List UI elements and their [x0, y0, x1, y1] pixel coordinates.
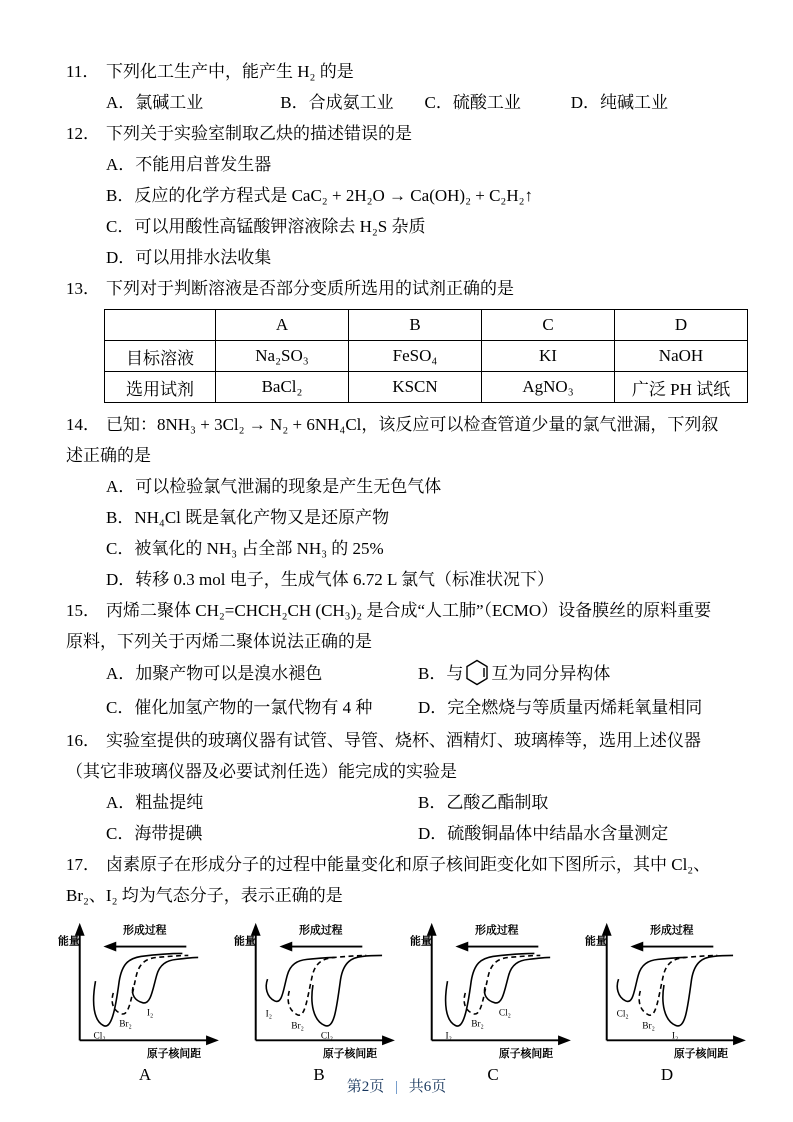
option-d: D．可以用排水法收集: [106, 248, 272, 267]
question-15: [66, 595, 757, 725]
page-footer: [0, 1075, 793, 1096]
curve-label-3: Cl₂: [320, 1031, 333, 1042]
y-axis-label: 能量: [409, 935, 432, 948]
cell: BaCl₂: [216, 372, 349, 403]
cell: AgNO₃: [482, 372, 615, 403]
question-11: [66, 56, 757, 118]
question-text: 下列对于判断溶液是否部分变质所选用的试剂正确的是: [106, 279, 514, 298]
y-axis-arrow-icon: [602, 923, 612, 936]
process-arrow-icon: [279, 942, 292, 952]
option-a: A．粗盐提纯: [106, 793, 204, 812]
question-17-stem-cont: Br₂、I₂ 均为气态分子，表示正确的是: [66, 886, 343, 905]
cell: Na₂SO₃: [216, 341, 349, 372]
curve-label-3: I₂: [146, 1008, 154, 1019]
process-arrow-icon: [103, 942, 116, 952]
table-row: [105, 341, 748, 372]
graph-letter-d: D: [660, 1065, 674, 1084]
question-text: 卤素原子在形成分子的过程中能量变化和原子核间距变化如下图所示，其中 Cl₂、: [106, 855, 711, 874]
cell: 广泛 PH 试纸: [615, 372, 748, 403]
y-axis-label: 能量: [233, 935, 256, 948]
curve-label-2: Br₂: [119, 1019, 132, 1030]
cell: KSCN: [349, 372, 482, 403]
question-15-stem-cont: 原料，下列关于丙烯二聚体说法正确的是: [66, 632, 372, 651]
footer-total-pages: 共6页: [408, 1079, 447, 1095]
option-d: D．转移 0.3 mol 电子，生成气体 6.72 L 氯气（标准状况下）: [106, 570, 554, 589]
question-number: 15．: [66, 601, 100, 620]
y-axis-label: 能量: [585, 935, 607, 948]
question-16-options-row2: [66, 818, 757, 849]
energy-distance-graph-a: [58, 915, 230, 1062]
curve-label-3: I₂: [672, 1031, 679, 1042]
row-label: 目标溶液: [105, 341, 216, 372]
question-number: 14．: [66, 415, 100, 434]
energy-distance-graphs: [58, 915, 757, 1062]
option-d: D．硫酸铜晶体中结晶水含量测定: [418, 824, 669, 843]
y-axis-label: 能量: [58, 935, 80, 948]
option-a: A．不能用启普发生器: [106, 155, 272, 174]
question-17-stem: [66, 849, 757, 880]
header-cell: C: [482, 310, 615, 341]
process-label: 形成过程: [474, 924, 519, 937]
curve-label-2: Br₂: [291, 1021, 304, 1032]
y-axis-arrow-icon: [251, 923, 261, 936]
question-text: 已知：8NH₃ + 3Cl₂ → N₂ + 6NH₄Cl，该反应可以检查管道少量的氯气泄漏，下列叙: [106, 415, 719, 434]
x-axis-label: 原子核间距: [146, 1048, 202, 1061]
question-12-stem: [66, 118, 757, 149]
header-cell: B: [349, 310, 482, 341]
x-axis-label: 原子核间距: [498, 1048, 553, 1061]
header-cell: [105, 310, 216, 341]
option-c: C．硫酸工业: [424, 93, 521, 112]
header-cell: D: [615, 310, 748, 341]
question-text: 丙烯二聚体 CH₂=CHCH₂CH (CH₃)₂ 是合成“人工肺”（ECMO）设备膜丝的原料重要: [106, 601, 712, 620]
question-16-stem: [66, 725, 757, 756]
x-axis-label: 原子核间距: [674, 1048, 729, 1061]
question-number: 12．: [66, 124, 100, 143]
process-label: 形成过程: [650, 924, 694, 937]
curve-label-3: Cl₂: [498, 1008, 511, 1019]
table-row: [105, 372, 748, 403]
curve-label-1: I₂: [265, 1009, 272, 1020]
option-c: C．催化加氢产物的一氯代物有 4 种: [106, 698, 373, 717]
energy-distance-graph-c: [410, 915, 582, 1062]
header-cell: A: [216, 310, 349, 341]
curve-label-1: Cl₂: [93, 1031, 106, 1042]
cell: KI: [482, 341, 615, 372]
curve-label-1: Cl₂: [616, 1009, 629, 1020]
x-axis-label: 原子核间距: [322, 1048, 377, 1061]
question-text: 下列关于实验室制取乙炔的描述错误的是: [106, 124, 412, 143]
graph-letter-c: C: [487, 1065, 499, 1084]
option-a: A．可以检验氯气泄漏的现象是产生无色气体: [106, 477, 442, 496]
question-11-stem: [66, 56, 757, 87]
question-15-stem: [66, 595, 757, 626]
question-13-stem: [66, 273, 757, 304]
footer-page-number: 第2页: [346, 1079, 385, 1095]
process-arrow-icon: [455, 942, 468, 952]
reagent-table: [104, 309, 748, 403]
cell: FeSO₄: [349, 341, 482, 372]
x-axis-arrow-icon: [733, 1035, 746, 1045]
question-13: [66, 273, 757, 403]
x-axis-arrow-icon: [206, 1035, 219, 1045]
row-label: 选用试剂: [105, 372, 216, 403]
curve-label-2: Br₂: [470, 1019, 484, 1030]
question-number: 17．: [66, 855, 100, 874]
option-c: C．被氧化的 NH₃ 占全部 NH₃ 的 25%: [106, 539, 384, 558]
question-16-stem-cont: （其它非玻璃仪器及必要试剂任选）能完成的实验是: [66, 762, 457, 781]
question-14: [66, 409, 757, 595]
question-text: 下列化工生产中，能产生 H₂ 的是: [106, 62, 354, 81]
x-axis-arrow-icon: [558, 1035, 571, 1045]
option-b: B．反应的化学方程式是 CaC₂ + 2H₂O → Ca(OH)₂ + C₂H₂↑: [106, 186, 534, 205]
option-c: C．可以用酸性高锰酸钾溶液除去 H₂S 杂质: [106, 217, 426, 236]
graph-letter-b: B: [313, 1065, 325, 1084]
footer-separator: |: [394, 1079, 398, 1095]
table-header-row: [105, 310, 748, 341]
option-b: B．乙酸乙酯制取: [418, 793, 549, 812]
option-d: D．完全燃烧与等质量丙烯耗氧量相同: [418, 698, 703, 717]
option-b-suffix: 互为同分异构体: [491, 664, 611, 683]
question-16: [66, 725, 757, 849]
question-15-options-row1: [66, 657, 757, 691]
question-text: 实验室提供的玻璃仪器有试管、导管、烧杯、酒精灯、玻璃棒等，选用上述仪器: [106, 731, 701, 750]
y-axis-arrow-icon: [75, 923, 85, 936]
option-d: D．纯碱工业: [570, 93, 669, 112]
graph-letter-a: A: [138, 1065, 152, 1084]
energy-distance-graph-b: [234, 915, 406, 1062]
curve-label-2: Br₂: [642, 1021, 656, 1032]
question-17: [58, 849, 757, 1088]
cell: NaOH: [615, 341, 748, 372]
energy-distance-graph-d: [585, 915, 757, 1062]
question-14-stem-cont: 述正确的是: [66, 446, 151, 465]
process-label: 形成过程: [123, 924, 167, 937]
question-16-options-row1: [66, 787, 757, 818]
question-number: 13．: [66, 279, 100, 298]
option-b: B．合成氨工业: [280, 93, 394, 112]
option-a: A．氯碱工业: [106, 93, 204, 112]
y-axis-arrow-icon: [426, 923, 436, 936]
question-number: 11．: [66, 62, 100, 81]
process-label: 形成过程: [298, 924, 343, 937]
option-c: C．海带提碘: [106, 824, 203, 843]
option-b: [418, 657, 610, 691]
x-axis-arrow-icon: [382, 1035, 395, 1045]
question-15-options-row2: [66, 691, 757, 725]
process-arrow-icon: [631, 942, 644, 952]
question-number: 16．: [66, 731, 100, 750]
option-b-prefix: B．与: [418, 664, 464, 683]
option-a: A．加聚产物可以是溴水褪色: [106, 664, 323, 683]
question-14-stem: [66, 409, 757, 440]
question-12: [66, 118, 757, 273]
question-11-options: [66, 87, 757, 118]
curve-label-1: I₂: [445, 1031, 452, 1042]
option-b: B．NH₄Cl 既是氧化产物又是还原产物: [106, 508, 390, 527]
